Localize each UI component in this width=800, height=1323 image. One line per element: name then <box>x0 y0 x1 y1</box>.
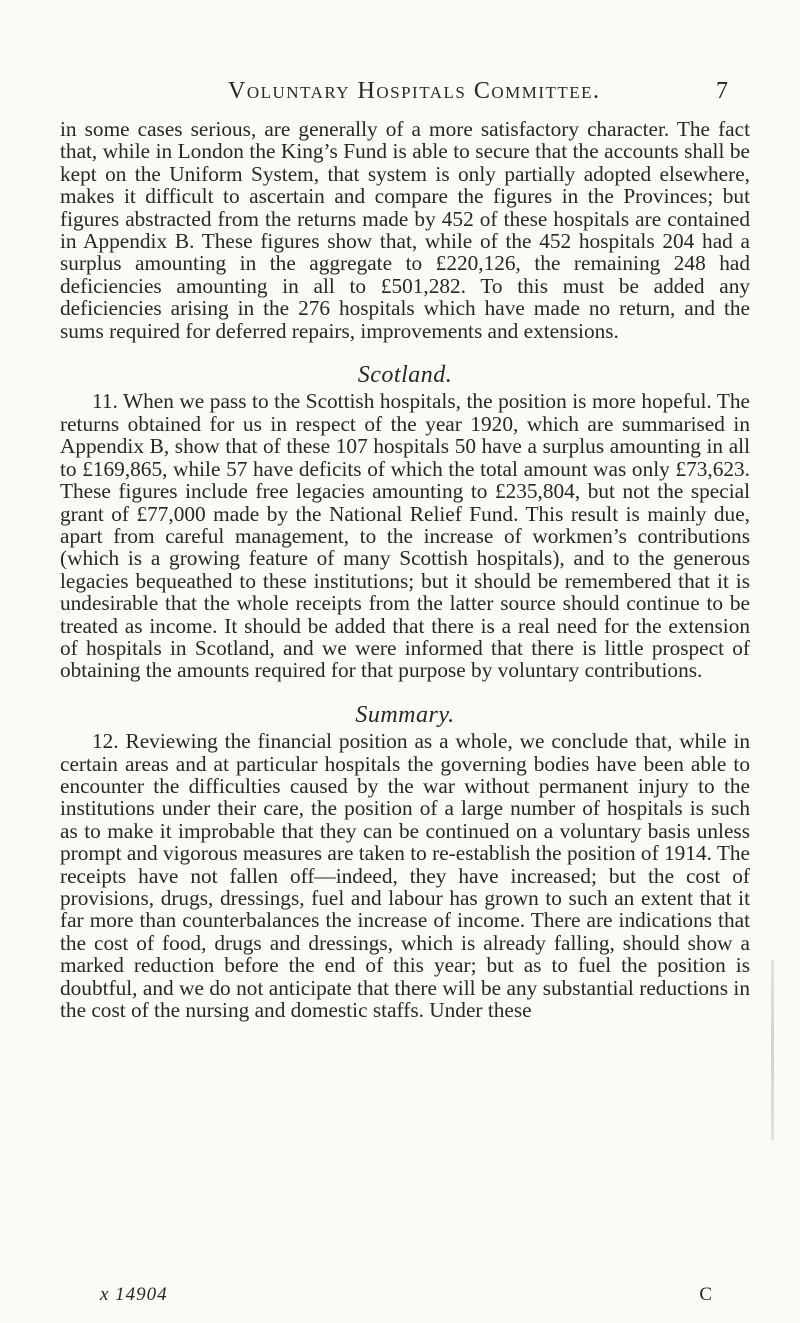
paragraph-11 <box>60 390 750 681</box>
paragraph-number-11: 11. <box>92 389 118 414</box>
signature-mark: C <box>699 1284 712 1305</box>
body-text <box>60 118 750 1021</box>
page-number: 7 <box>716 78 728 104</box>
running-head <box>60 78 740 114</box>
page-edge-shadow <box>771 960 774 1140</box>
paragraph-12 <box>60 730 750 1021</box>
paragraph-number-12: 12. <box>92 729 119 754</box>
page-footer <box>100 1284 712 1310</box>
paragraph-11-text: When we pass to the Scottish hospitals, the position is more hopeful. The returns obtained for us in respect of the year 1920, which are summarised in Appendix B, show that of these 107 hospitals 50 have a surplus amounting in all to £169,865, while 57 have deficits of which the total amount was only £73,623. These figures include free legacies amounting to £235,804, but not the special grant of £77,000 made by the National Relief Fund. This result is mainly due, apart from careful management, to the increase of workmen’s contributions (which is a growing feature of many Scottish hospitals), and to the generous legacies bequeathed to these institutions; but it should be remembered that it is undesirable that the whole receipts from the latter source should continue to be treated as income. It should be added that there is a real need for the extension of hospitals in Scotland, and we were informed that there is little prospect of obtaining the amounts required for that purpose by voluntary contributions. <box>60 389 750 683</box>
paragraph-12-text: Reviewing the financial position as a whole, we conclude that, while in certain areas and at particular hospitals the governing bodies have been able to encounter the difficulties caused by the war without permanent injury to the institutions under their care, the position of a large number of hospitals is such as to make it improbable that they can be continued on a voluntary basis unless prompt and vigorous measures are taken to re-establish the position of 1914. The receipts have not fallen off—indeed, they have increased; but the cost of provisions, drugs, dressings, fuel and labour has grown to such an extent that it far more than counterbalances the increase of income. There are indications that the cost of food, drugs and dressings, which is already falling, should show a marked reduction before the end of this year; but as to fuel the position is doubtful, and we do not anticipate that there will be any substantial reductions in the cost of the nursing and domestic staffs. Under these <box>60 729 751 1023</box>
print-reference: x 14904 <box>100 1284 168 1305</box>
section-heading-summary: Summary. <box>355 701 455 728</box>
section-heading-scotland: Scotland. <box>357 362 453 389</box>
running-title: Voluntary Hospitals Committee. <box>228 78 601 104</box>
paragraph-intro: in some cases serious, are generally of a more satisfactory character. The fact that, while in London the King’s Fund is able to secure that the accounts shall be kept on the Uniform System, that system is only partially adopted elsewhere, makes it difficult to ascertain and compare the figures in the Provinces; but figures abstracted from the returns made by 452 of these hospitals are contained in Appendix B. These figures show that, while of the 452 hospitals 204 had a surplus amounting in the aggregate to £220,126, the remaining 248 had deficiencies amounting in all to £501,282. To this must be added any deficiencies arising in the 276 hospitals which have made no return, and the sums required for deferred repairs, improvements and extensions. <box>60 117 750 343</box>
